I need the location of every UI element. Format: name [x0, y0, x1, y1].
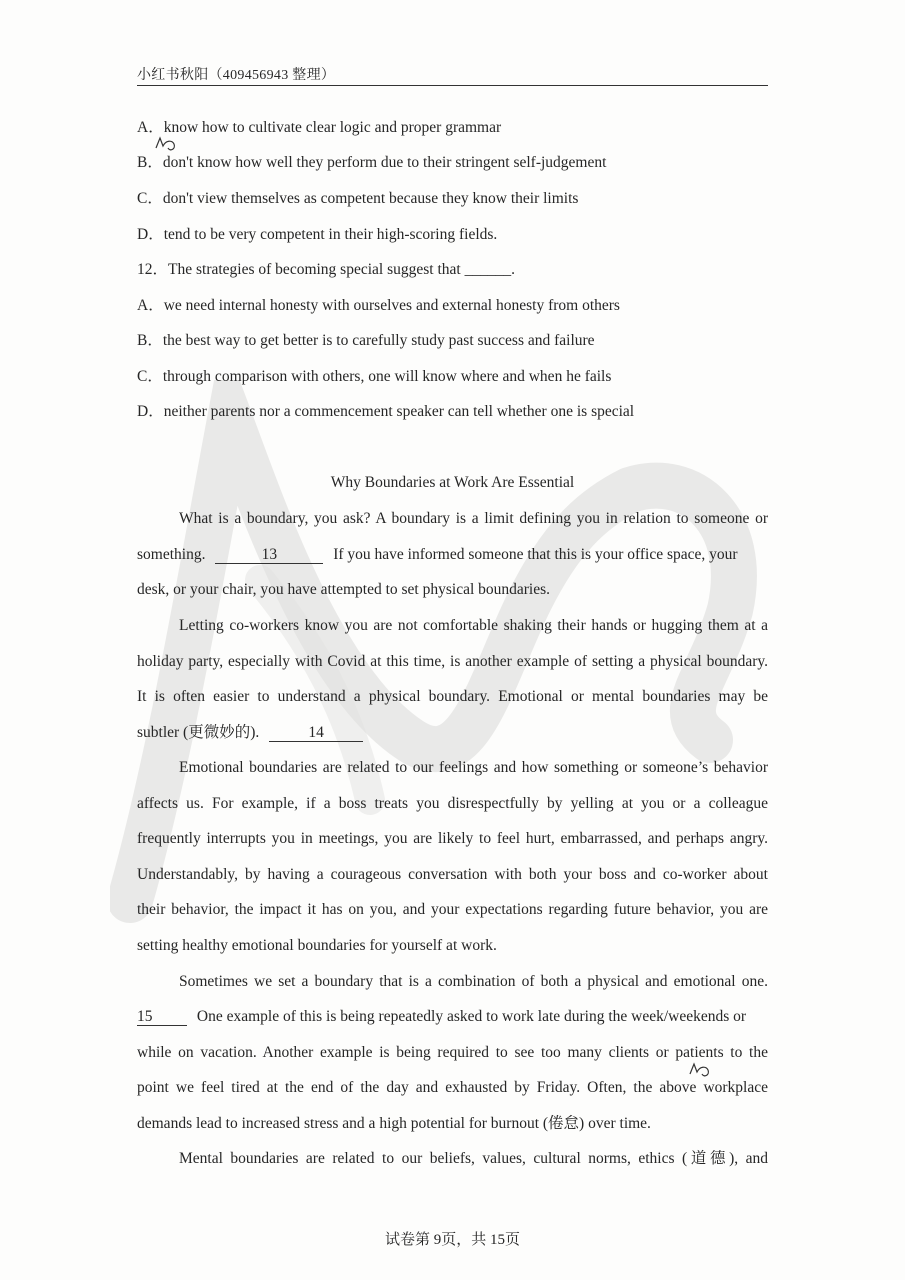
passage-line: It is often easier to understand a physical boundary. Emotional or mental boundaries may be: [137, 688, 768, 705]
passage-line: Understandably, by having a courageous conversation with both your boss and co-worker about: [137, 866, 768, 883]
option-d: [137, 225, 768, 245]
option-c: [137, 189, 768, 209]
passage-line: frequently interrupts you in meetings, you are likely to feel hurt, embarrassed, and perhaps angry.: [137, 830, 768, 847]
passage-text: One example of this is being repeatedly asked to work late during the week/weekends or: [196, 1008, 747, 1025]
option-text: don't know how well they perform due to their stringent self-judgement: [162, 154, 607, 171]
option-d: [137, 402, 768, 422]
passage-line: setting healthy emotional boundaries for yourself at work.: [137, 937, 497, 954]
option-text: we need internal honesty with ourselves and external honesty from others: [163, 297, 620, 314]
passage-line: Sometimes we set a boundary that is a combination of both a physical and emotional one.: [179, 973, 768, 990]
option-letter: D．: [137, 403, 164, 420]
passage-line: while on vacation. Another example is being required to see too many clients or patients to the: [137, 1044, 768, 1061]
passage-line: their behavior, the impact it has on you, and your expectations regarding future behavior, you are: [137, 901, 768, 918]
answer-blank-14[interactable]: 14: [269, 725, 363, 742]
question-12-stem: [137, 260, 768, 280]
question-text: The strategies of becoming special suggest that ______.: [168, 261, 515, 278]
option-letter: A．: [137, 119, 164, 136]
option-text: the best way to get better is to carefully study past success and failure: [162, 332, 595, 349]
option-text: through comparison with others, one will know where and when he fails: [162, 368, 612, 385]
passage-line: What is a boundary, you ask? A boundary is a limit defining you in relation to someone or: [179, 510, 768, 527]
answer-blank-15[interactable]: 15: [137, 1009, 187, 1026]
passage-line: holiday party, especially with Covid at this time, is another example of setting a physical boundary.: [137, 653, 768, 670]
option-letter: B．: [137, 154, 163, 171]
option-b: [137, 153, 768, 173]
page-footer: 试卷第 9页，共 15页: [384, 1232, 520, 1248]
option-letter: A．: [137, 297, 164, 314]
option-text: don't view themselves as competent because they know their limits: [162, 190, 579, 207]
passage-line: point we feel tired at the end of the day and exhausted by Friday. Often, the above workplace: [137, 1079, 768, 1096]
passage-text: subtler (更微妙的).: [137, 724, 260, 741]
passage-line: affects us. For example, if a boss treats you disrespectfully by yelling at you or a colleague: [137, 795, 768, 812]
option-letter: D．: [137, 226, 164, 243]
passage-line: desk, or your chair, you have attempted to set physical boundaries.: [137, 581, 551, 598]
passage-text: something.: [137, 546, 206, 563]
option-text: neither parents nor a commencement speaker can tell whether one is special: [163, 403, 635, 420]
option-a: [137, 118, 768, 138]
option-b: [137, 331, 768, 351]
passage-line: [137, 545, 768, 565]
option-text: know how to cultivate clear logic and proper grammar: [163, 119, 502, 136]
passage-line: demands lead to increased stress and a high potential for burnout (倦怠) over time.: [137, 1115, 651, 1132]
option-c: [137, 367, 768, 387]
passage-line: Letting co-workers know you are not comfortable shaking their hands or hugging them at a: [179, 617, 768, 634]
option-a: [137, 296, 768, 316]
passage-line: Emotional boundaries are related to our feelings and how something or someone’s behavior: [179, 759, 768, 776]
option-letter: C．: [137, 368, 163, 385]
question-number: 12．: [137, 261, 169, 278]
page-header: 小红书秋阳（409456943 整理）: [137, 68, 336, 83]
option-letter: C．: [137, 190, 163, 207]
passage-title: Why Boundaries at Work Are Essential: [330, 474, 575, 491]
passage-line: Mental boundaries are related to our beliefs, values, cultural norms, ethics (道德), and: [179, 1150, 768, 1167]
option-text: tend to be very competent in their high-scoring fields.: [163, 226, 498, 243]
passage-line: [137, 1007, 768, 1027]
option-letter: B．: [137, 332, 163, 349]
passage-line: [137, 723, 768, 743]
header-divider: [137, 85, 768, 86]
passage-text: If you have informed someone that this is your office space, your: [333, 546, 738, 563]
answer-blank-13[interactable]: 13: [215, 547, 323, 564]
